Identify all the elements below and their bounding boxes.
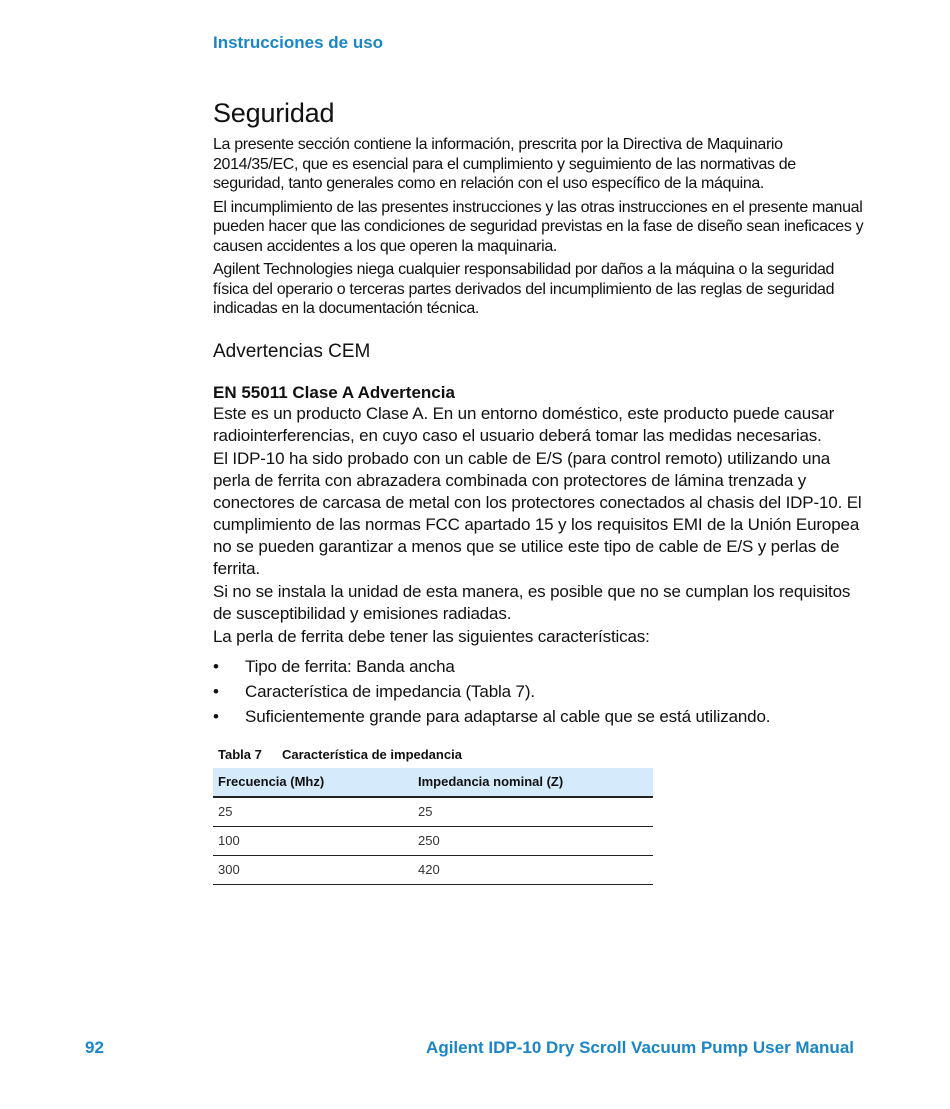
- paragraph: Este es un producto Clase A. En un entorno doméstico, este producto puede causar radiointerferencias, en cuyo caso el usuario deberá tomar las medidas necesarias.: [213, 403, 835, 445]
- column-header: Frecuencia (Mhz): [213, 768, 413, 797]
- bullet-icon: •: [213, 681, 219, 701]
- bullet-icon: •: [213, 656, 219, 676]
- page-content: [213, 98, 868, 885]
- section-title: Seguridad: [213, 98, 335, 128]
- list-item: [213, 679, 868, 704]
- list-item-text: Característica de impedancia (Tabla 7).: [245, 681, 535, 701]
- table-cell: 420: [413, 855, 653, 884]
- bullet-icon: •: [213, 706, 219, 726]
- paragraph: Si no se instala la unidad de esta manera, es posible que no se cumplan los requisitos de susceptibilidad y emisiones radiadas.: [213, 581, 851, 623]
- table-caption: [218, 747, 868, 762]
- column-header: Impedancia nominal (Z): [413, 768, 653, 797]
- warning-title: EN 55011 Clase A Advertencia: [213, 382, 455, 402]
- bullet-list: [213, 654, 868, 729]
- page-number: 92: [85, 1038, 104, 1057]
- subsection-title: Advertencias CEM: [213, 340, 371, 362]
- table-cell: 100: [213, 826, 413, 855]
- table-cell: 25: [413, 797, 653, 827]
- table-cell: 250: [413, 826, 653, 855]
- paragraph: La perla de ferrita debe tener las siguientes características:: [213, 626, 650, 646]
- running-header: Instrucciones de uso: [213, 33, 384, 52]
- paragraph: El IDP-10 ha sido probado con un cable de E/S (para control remoto) utilizando una perla de ferrita con abrazadera combinada con protectores de lámina trenzada y conectores de carcasa de metal con los protectores conectados al chasis del IDP-10. El cumplimiento de las normas FCC apartado 15 y los requisitos EMI de la Unión Europea no se pueden garantizar a menos que se utilice este tipo de cable de E/S y perlas de ferrita.: [213, 448, 862, 578]
- list-item-text: Tipo de ferrita: Banda ancha: [245, 656, 455, 676]
- table-caption-title: Característica de impedancia: [282, 746, 462, 762]
- paragraph: El incumplimiento de las presentes instrucciones y las otras instrucciones en el presente manual pueden hacer que las condiciones de seguridad previstas en la fase de diseño sean ineficaces y causen accidentes a los que operen la maquinaria.: [213, 198, 864, 255]
- footer-manual-title: Agilent IDP-10 Dry Scroll Vacuum Pump User Manual: [426, 1038, 854, 1057]
- table-caption-number: Tabla 7: [218, 746, 262, 762]
- table-cell: 25: [213, 797, 413, 827]
- table-cell: 300: [213, 855, 413, 884]
- impedance-table: [213, 768, 653, 885]
- table-row: [213, 826, 653, 855]
- table-header-row: [213, 768, 653, 797]
- paragraph: Agilent Technologies niega cualquier responsabilidad por daños a la máquina o la seguridad física del operario o terceras partes derivados del incumplimiento de las reglas de seguridad indicadas en la documentación técnica.: [213, 261, 835, 317]
- table-row: [213, 855, 653, 884]
- list-item-text: Suficientemente grande para adaptarse al cable que se está utilizando.: [245, 706, 771, 726]
- list-item: [213, 654, 868, 679]
- paragraph: La presente sección contiene la información, prescrita por la Directiva de Maquinario 2014/35/EC, que es esencial para el cumplimiento y seguimiento de las normativas de seguridad, tanto generales como en relación con el uso específico de la máquina.: [213, 136, 796, 192]
- table-row: [213, 797, 653, 827]
- list-item: [213, 704, 868, 729]
